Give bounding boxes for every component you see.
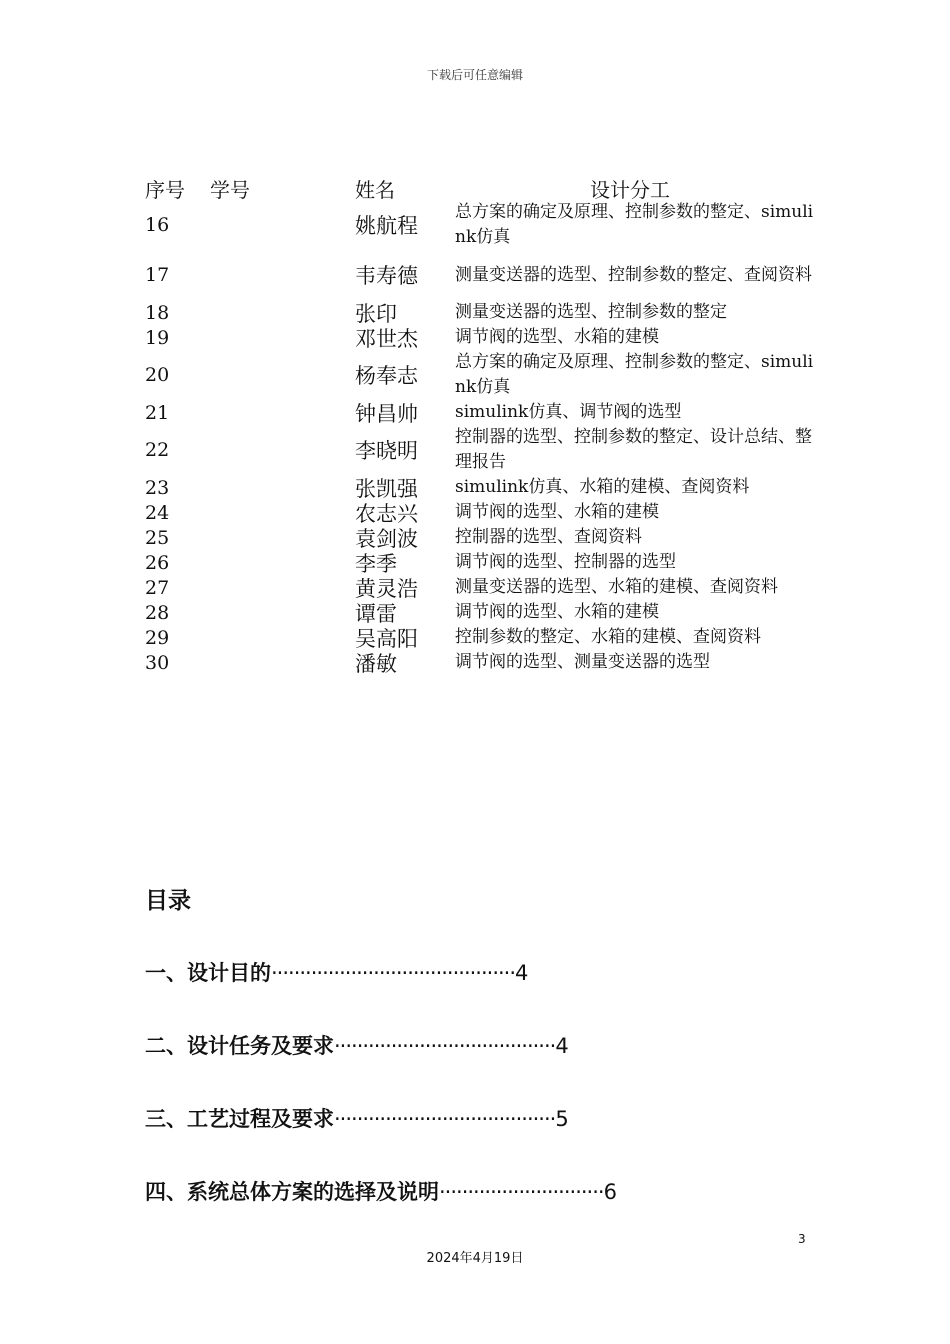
- row-name: 潘敏: [355, 651, 397, 676]
- table-row: [145, 575, 835, 600]
- table-row: [145, 250, 835, 300]
- toc-item-label: 二、设计任务及要求: [145, 1034, 334, 1058]
- table-row: [145, 200, 835, 250]
- page-footer-date: 2024年4月19日: [426, 1251, 524, 1266]
- row-task: 总方案的确定及原理、控制参数的整定、simulink仿真: [455, 352, 814, 397]
- table-row: [145, 600, 835, 625]
- row-serial: 20: [145, 364, 170, 386]
- toc-item-dots: ·······································: [334, 1034, 556, 1058]
- row-serial: 17: [145, 264, 170, 286]
- table-row: [145, 650, 835, 675]
- row-serial: 27: [145, 576, 170, 599]
- row-name: 张凯强: [355, 476, 418, 501]
- toc-item[interactable]: [145, 1176, 617, 1206]
- row-name: 吴高阳: [355, 626, 418, 651]
- table-header: [145, 174, 825, 200]
- toc-item-page: 5: [555, 1107, 569, 1131]
- row-name: 姚航程: [355, 214, 418, 238]
- row-task: 控制器的选型、控制参数的整定、设计总结、整理报告: [455, 427, 812, 472]
- row-name: 韦寿德: [355, 264, 418, 288]
- toc-item-page: 4: [555, 1034, 569, 1058]
- table-row: [145, 400, 835, 425]
- table-row: [145, 350, 835, 400]
- row-serial: 21: [145, 401, 170, 424]
- row-serial: 30: [145, 651, 170, 674]
- toc-item-page: 4: [515, 961, 529, 985]
- table-row: [145, 300, 835, 325]
- row-serial: 26: [145, 551, 170, 574]
- row-serial: 25: [145, 526, 170, 549]
- toc-item-dots: ···········································: [271, 961, 516, 985]
- row-task: 测量变送器的选型、水箱的建模、查阅资料: [455, 577, 778, 597]
- toc-item-page: 6: [603, 1180, 617, 1204]
- table-row: [145, 425, 835, 475]
- header-name: 姓名: [355, 178, 395, 202]
- row-serial: 22: [145, 439, 170, 461]
- row-task: 测量变送器的选型、控制参数的整定、查阅资料: [455, 264, 812, 285]
- row-name: 黄灵浩: [355, 576, 418, 601]
- table-row: [145, 550, 835, 575]
- toc-item-label: 三、工艺过程及要求: [145, 1107, 334, 1131]
- toc-title: 目录: [145, 888, 191, 914]
- header-task: 设计分工: [590, 178, 670, 202]
- table-row: [145, 525, 835, 550]
- row-serial: 29: [145, 626, 170, 649]
- header-student-id: 学号: [210, 178, 250, 202]
- row-name: 袁剑波: [355, 526, 418, 551]
- row-serial: 18: [145, 301, 170, 324]
- row-task: 调节阀的选型、水箱的建模: [455, 327, 659, 347]
- row-task: 调节阀的选型、水箱的建模: [455, 502, 659, 522]
- row-name: 杨奉志: [355, 364, 418, 388]
- toc-item-dots: ·····························: [439, 1180, 604, 1204]
- row-task: 总方案的确定及原理、控制参数的整定、simulink仿真: [455, 202, 814, 247]
- page-number: 3: [798, 1232, 806, 1246]
- row-task: 调节阀的选型、控制器的选型: [455, 552, 676, 572]
- toc-item[interactable]: [145, 1103, 569, 1133]
- toc-item[interactable]: [145, 957, 528, 987]
- row-name: 张印: [355, 301, 397, 326]
- row-task: simulink仿真、调节阀的选型: [455, 402, 682, 422]
- row-task: 控制参数的整定、水箱的建模、查阅资料: [455, 627, 761, 647]
- row-name: 谭雷: [355, 601, 397, 626]
- table-row: [145, 625, 835, 650]
- row-task: 控制器的选型、查阅资料: [455, 527, 642, 547]
- assignment-table: [145, 200, 835, 675]
- table-row: [145, 500, 835, 525]
- row-name: 钟昌帅: [355, 401, 418, 426]
- row-serial: 24: [145, 501, 170, 524]
- row-name: 农志兴: [355, 501, 418, 526]
- row-serial: 23: [145, 476, 170, 499]
- row-serial: 19: [145, 326, 170, 349]
- row-task: simulink仿真、水箱的建模、查阅资料: [455, 477, 750, 497]
- header-serial: 序号: [145, 178, 185, 202]
- row-task: 调节阀的选型、测量变送器的选型: [455, 652, 710, 672]
- row-task: 调节阀的选型、水箱的建模: [455, 602, 659, 622]
- row-name: 李晓明: [355, 439, 418, 463]
- toc-item-label: 一、设计目的: [145, 961, 271, 985]
- toc-item-dots: ·······································: [334, 1107, 556, 1131]
- toc-item[interactable]: [145, 1030, 569, 1060]
- row-task: 测量变送器的选型、控制参数的整定: [455, 302, 727, 322]
- toc-item-label: 四、系统总体方案的选择及说明: [145, 1180, 439, 1204]
- row-name: 邓世杰: [355, 326, 418, 351]
- row-name: 李季: [355, 551, 397, 576]
- row-serial: 16: [145, 214, 170, 236]
- table-row: [145, 325, 835, 350]
- table-row: [145, 475, 835, 500]
- row-serial: 28: [145, 601, 170, 624]
- page-header: 下载后可任意编辑: [426, 68, 523, 82]
